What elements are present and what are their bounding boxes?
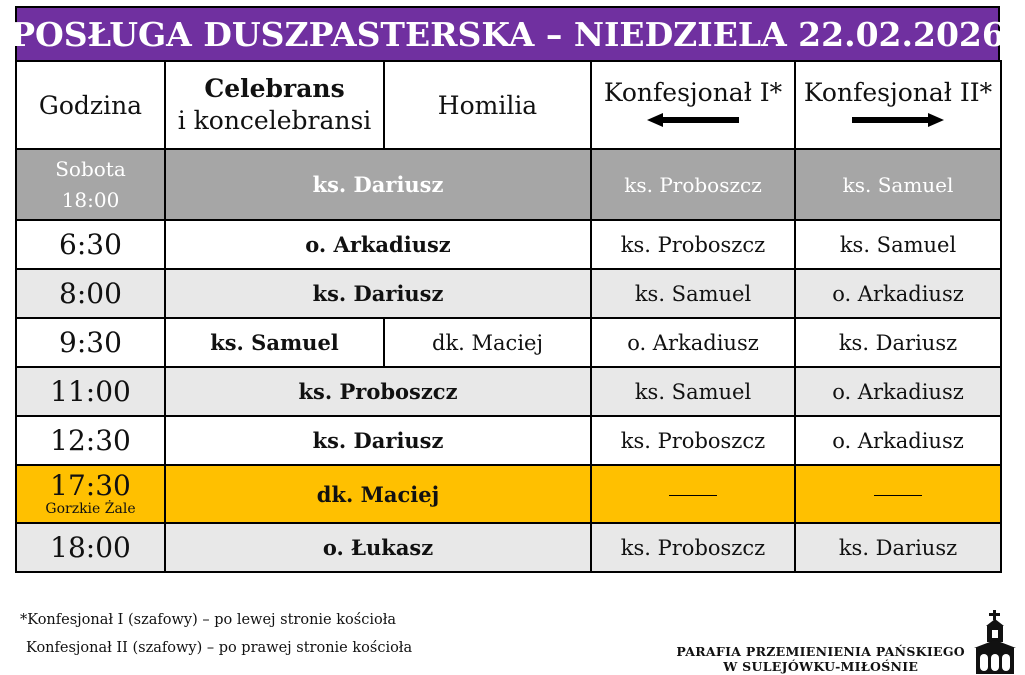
- empty-dash: [874, 495, 922, 496]
- time-cell: 11:00: [16, 367, 165, 416]
- header-confessional-1-label: Konfesjonał I*: [603, 77, 783, 107]
- time-cell: 8:00: [16, 269, 165, 318]
- header-confessional-1: [591, 61, 795, 149]
- table-row: [16, 367, 1001, 416]
- header-homily: Homilia: [384, 61, 591, 149]
- parish-name: [676, 644, 965, 674]
- table-row: [16, 269, 1001, 318]
- table-row: [16, 416, 1001, 465]
- parish-name-line2: W SULEJÓWKU-MIŁOŚNIE: [723, 659, 919, 674]
- header-celebrant: [165, 61, 384, 149]
- celebrant-cell: dk. Maciej: [165, 465, 591, 523]
- parish-name-line1: PARAFIA PRZEMIENIENIA PAŃSKIEGO: [676, 644, 965, 659]
- empty-dash: [669, 495, 717, 496]
- confessional-2-cell: ks. Samuel: [795, 149, 1001, 220]
- table-row-gorzkie-zale: [16, 465, 1001, 523]
- confessional-1-cell: [591, 465, 795, 523]
- confessional-1-cell: o. Arkadiusz: [591, 318, 795, 367]
- celebrant-cell: o. Arkadiusz: [165, 220, 591, 269]
- confessional-2-cell: o. Arkadiusz: [795, 416, 1001, 465]
- time-cell: 12:30: [16, 416, 165, 465]
- church-icon: [970, 610, 1020, 674]
- table-row: [16, 318, 1001, 367]
- header-confessional-2: [795, 61, 1001, 149]
- table-row: [16, 220, 1001, 269]
- header-confessional-2-label: Konfesjonał II*: [803, 77, 993, 107]
- footnote-confessional-1: *Konfesjonał I (szafowy) – po lewej stronie kościoła: [20, 612, 397, 628]
- confessional-2-cell: ks. Samuel: [795, 220, 1001, 269]
- confessional-2-cell: ks. Dariusz: [795, 523, 1001, 572]
- schedule-table: [15, 60, 1002, 573]
- celebrant-cell: ks. Dariusz: [165, 269, 591, 318]
- header-celebrant-line2: i koncelebransi: [177, 106, 372, 135]
- right-arrow-icon: [852, 113, 944, 127]
- confessional-2-cell: [795, 465, 1001, 523]
- confessional-1-cell: ks. Samuel: [591, 269, 795, 318]
- time-cell: [16, 465, 165, 523]
- confessional-1-cell: ks. Proboszcz: [591, 149, 795, 220]
- page-title: POSŁUGA DUSZPASTERSKA – NIEDZIELA 22.02.2026: [15, 6, 1000, 60]
- time-cell: 9:30: [16, 318, 165, 367]
- table-header-row: [16, 61, 1001, 149]
- confessional-2-cell: o. Arkadiusz: [795, 269, 1001, 318]
- table-row-saturday: [16, 149, 1001, 220]
- time-cell: [16, 149, 165, 220]
- confessional-1-cell: ks. Proboszcz: [591, 416, 795, 465]
- celebrant-cell: o. Łukasz: [165, 523, 591, 572]
- left-arrow-icon: [647, 113, 739, 127]
- time-day: Sobota: [55, 156, 126, 181]
- footnote-confessional-2: Konfesjonał II (szafowy) – po prawej stronie kościoła: [26, 640, 413, 656]
- time-cell: 6:30: [16, 220, 165, 269]
- confessional-1-cell: ks. Samuel: [591, 367, 795, 416]
- celebrant-cell: ks. Proboszcz: [165, 367, 591, 416]
- time-hour: 17:30: [50, 469, 131, 502]
- time-note: Gorzkie Żale: [45, 501, 136, 517]
- celebrant-cell: ks. Dariusz: [165, 149, 591, 220]
- celebrant-cell: ks. Dariusz: [165, 416, 591, 465]
- confessional-2-cell: o. Arkadiusz: [795, 367, 1001, 416]
- celebrant-cell: ks. Samuel: [165, 318, 384, 367]
- time-cell: 18:00: [16, 523, 165, 572]
- confessional-2-cell: ks. Dariusz: [795, 318, 1001, 367]
- header-hour: Godzina: [16, 61, 165, 149]
- confessional-1-cell: ks. Proboszcz: [591, 523, 795, 572]
- homily-cell: dk. Maciej: [384, 318, 591, 367]
- time-hour: 18:00: [61, 187, 120, 212]
- confessional-1-cell: ks. Proboszcz: [591, 220, 795, 269]
- header-celebrant-line1: Celebrans: [204, 74, 345, 103]
- table-row: [16, 523, 1001, 572]
